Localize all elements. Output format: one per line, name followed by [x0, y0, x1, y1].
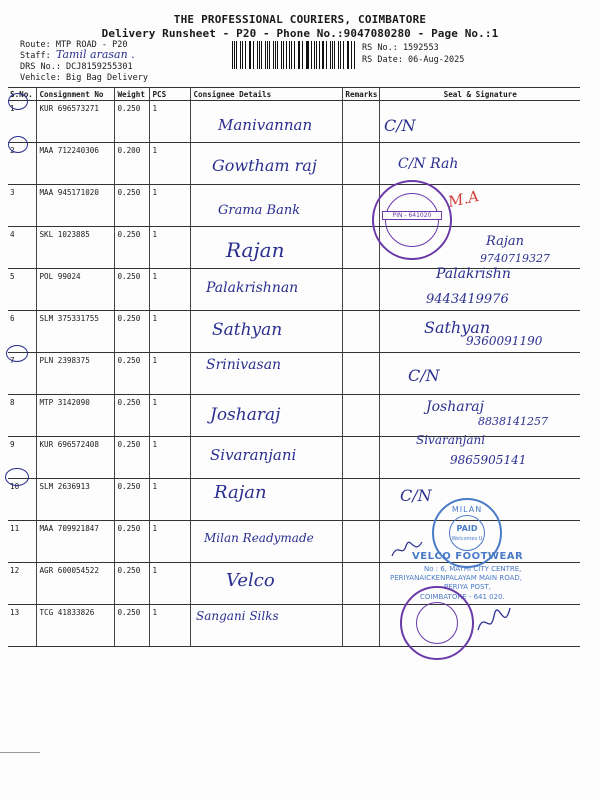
consignee-handwriting: Rajan	[214, 482, 267, 503]
cell-sno: 2	[8, 143, 37, 185]
cell-remarks	[343, 101, 380, 143]
velco-stamp-name: VELCO FOOTWEAR	[412, 551, 524, 562]
cell-remarks	[343, 269, 380, 311]
company-title: THE PROFESSIONAL COURIERS, COIMBATORE	[173, 13, 427, 26]
phone-handwriting: 8838141257	[478, 415, 548, 428]
consignee-handwriting: Velco	[226, 570, 275, 591]
signature-handwriting: C/N	[408, 366, 440, 385]
phone-handwriting: 9740719327	[480, 252, 550, 265]
consignee-handwriting: Milan Readymade	[204, 531, 314, 545]
cell-remarks	[343, 605, 380, 647]
cell-pcs: 1	[150, 269, 191, 311]
barcode-bar	[281, 41, 282, 69]
barcode	[232, 41, 356, 69]
cell-pcs: 1	[150, 479, 191, 521]
bank-seal-pin-label: PIN - 641020	[382, 211, 442, 220]
cell-sno: 13	[8, 605, 37, 647]
sno-circle-mark	[8, 136, 28, 153]
bank-seal-stamp	[372, 180, 452, 260]
table-header-row	[8, 88, 580, 101]
cell-remarks	[343, 353, 380, 395]
consignee-handwriting: Sathyan	[212, 320, 283, 340]
sno-circle-mark	[8, 93, 28, 110]
barcode-bar	[277, 41, 278, 69]
barcode-bar	[269, 41, 270, 69]
cell-sno: 12	[8, 563, 37, 605]
phone-handwriting: 9443419976	[426, 292, 509, 307]
barcode-bar	[253, 41, 254, 69]
signature-handwriting: C/N	[384, 116, 416, 135]
cell-consignment: KUR 696573271	[37, 101, 115, 143]
consignee-handwriting: Srinivasan	[206, 357, 282, 373]
cell-pcs: 1	[150, 143, 191, 185]
runsheet-subtitle: Delivery Runsheet - P20 - Phone No.:9047080280 - Page No.:1	[101, 27, 499, 40]
velco-stamp-address: No : 6, MATHI CITY CENTRE,	[424, 565, 522, 573]
col-header-consignment: Consignment No	[37, 88, 115, 101]
cell-consignment: SKL 1023885	[37, 227, 115, 269]
silks-seal-inner-ring	[416, 602, 458, 644]
cell-consignment: MAA 709921847	[37, 521, 115, 563]
col-header-sno: S.No.	[8, 88, 37, 101]
signature-handwriting: Josharaj	[426, 399, 484, 415]
cell-sno: 7	[8, 353, 37, 395]
scan-fold-mark	[0, 752, 40, 753]
rs-date: RS Date: 06-Aug-2025	[362, 55, 465, 65]
cell-weight: 0.250	[115, 353, 150, 395]
cell-consignment: MTP 3142090	[37, 395, 115, 437]
barcode-bar	[307, 41, 308, 69]
cell-remarks	[343, 479, 380, 521]
cell-weight: 0.250	[115, 227, 150, 269]
staff-signature: Tamil arasan .	[56, 48, 135, 61]
staff-label: Staff:	[20, 51, 51, 61]
cell-weight: 0.250	[115, 395, 150, 437]
table-row	[8, 353, 580, 395]
consignee-handwriting: Manivannan	[218, 116, 313, 134]
barcode-bar	[240, 41, 241, 69]
signature-handwriting: Rajan	[486, 234, 524, 249]
silks-seal-stamp	[400, 586, 474, 660]
consignee-handwriting: Rajan	[226, 238, 285, 262]
sno-circle-mark	[6, 345, 28, 362]
cell-remarks	[343, 395, 380, 437]
signature-handwriting: Palakrishn	[436, 266, 511, 282]
barcode-bar	[340, 41, 341, 69]
cell-pcs: 1	[150, 101, 191, 143]
cell-sno: 8	[8, 395, 37, 437]
rs-number: RS No.: 1592553	[362, 43, 439, 53]
cell-weight: 0.250	[115, 521, 150, 563]
cell-weight: 0.250	[115, 101, 150, 143]
consignee-handwriting: Sangani Silks	[196, 609, 279, 623]
cell-consignment: KUR 696572408	[37, 437, 115, 479]
consignee-handwriting: Grama Bank	[218, 203, 301, 218]
barcode-bar	[242, 41, 243, 69]
cell-remarks	[343, 563, 380, 605]
consignee-handwriting: Sivaranjani	[210, 446, 297, 464]
vehicle-info: Vehicle: Big Bag Delivery	[20, 73, 148, 83]
col-header-consignee: Consignee Details	[191, 88, 343, 101]
cell-sno: 6	[8, 311, 37, 353]
cell-weight: 0.200	[115, 143, 150, 185]
milan-stamp-welcome-text: Welcomes U	[451, 536, 483, 542]
cell-weight: 0.250	[115, 437, 150, 479]
cell-consignment: AGR 600054522	[37, 563, 115, 605]
cell-remarks	[343, 143, 380, 185]
cell-sno: 1	[8, 101, 37, 143]
cell-weight: 0.250	[115, 479, 150, 521]
col-header-remarks: Remarks	[343, 88, 380, 101]
signature-handwriting: C/N	[400, 486, 432, 505]
milan-stamp-top-text: MILAN	[451, 505, 483, 514]
velco-stamp-address: COIMBATORE - 641 020.	[420, 593, 505, 601]
cell-weight: 0.250	[115, 605, 150, 647]
cell-pcs: 1	[150, 563, 191, 605]
cell-sno: 3	[8, 185, 37, 227]
barcode-bar	[232, 41, 233, 69]
cell-pcs: 1	[150, 311, 191, 353]
cell-sno: 10	[8, 479, 37, 521]
cell-remarks	[343, 437, 380, 479]
cell-weight: 0.250	[115, 563, 150, 605]
red-handwritten-mark: M.A	[446, 186, 481, 212]
cell-consignment: TCG 41833826	[37, 605, 115, 647]
barcode-bar	[323, 41, 324, 69]
scribble-signature	[390, 538, 424, 560]
cell-consignment: SLM 2636913	[37, 479, 115, 521]
scribble-signature	[474, 600, 514, 640]
route-info: Route: MTP ROAD - P20	[20, 40, 128, 50]
cell-pcs: 1	[150, 353, 191, 395]
cell-consignment: PLN 2398375	[37, 353, 115, 395]
cell-sno: 4	[8, 227, 37, 269]
cell-pcs: 1	[150, 185, 191, 227]
barcode-bar	[294, 41, 295, 69]
col-header-weight: Weight	[115, 88, 150, 101]
consignee-handwriting: Palakrishnan	[206, 280, 299, 296]
cell-consignment: MAA 712240306	[37, 143, 115, 185]
cell-consignment: SLM 375331755	[37, 311, 115, 353]
bank-seal-inner-ring	[385, 193, 439, 247]
barcode-bar	[257, 41, 258, 69]
cell-pcs: 1	[150, 437, 191, 479]
cell-pcs: 1	[150, 521, 191, 563]
barcode-bar	[348, 41, 349, 69]
phone-handwriting: 9865905141	[450, 453, 527, 467]
barcode-bar	[316, 41, 317, 69]
barcode-bar	[261, 41, 262, 69]
cell-remarks	[343, 311, 380, 353]
barcode-bar	[302, 41, 303, 69]
cell-weight: 0.250	[115, 311, 150, 353]
consignee-handwriting: Josharaj	[210, 405, 281, 425]
cell-pcs: 1	[150, 605, 191, 647]
velco-stamp-address: PERIYANAICKENPALAYAM MAIN ROAD,	[390, 574, 522, 582]
barcode-bar	[338, 41, 339, 69]
cell-consignment: POL 99024	[37, 269, 115, 311]
col-header-seal: Seal & Signature	[380, 88, 580, 101]
signature-handwriting: Sathyan	[424, 318, 491, 337]
velco-stamp-address: PERIYA POST,	[444, 583, 491, 591]
cell-weight: 0.250	[115, 269, 150, 311]
cell-sno: 9	[8, 437, 37, 479]
cell-pcs: 1	[150, 227, 191, 269]
barcode-bar	[326, 41, 327, 69]
milan-stamp-paid-text: PAID	[456, 524, 478, 533]
cell-sno: 5	[8, 269, 37, 311]
cell-remarks	[343, 521, 380, 563]
consignee-handwriting: Gowtham raj	[212, 156, 317, 175]
cell-weight: 0.250	[115, 185, 150, 227]
phone-handwriting: 9360091190	[466, 334, 543, 348]
milan-stamp-inner-ring	[449, 515, 485, 551]
cell-pcs: 1	[150, 395, 191, 437]
col-header-pcs: PCS	[150, 88, 191, 101]
drs-number: DRS No.: DCJ8159255301	[20, 62, 133, 72]
sno-circle-mark	[5, 468, 29, 486]
barcode-bar	[289, 41, 290, 69]
cell-sno: 11	[8, 521, 37, 563]
cell-consignment: MAA 945171020	[37, 185, 115, 227]
signature-handwriting: Sivaranjani	[416, 433, 486, 447]
signature-handwriting: C/N Rah	[398, 156, 459, 172]
